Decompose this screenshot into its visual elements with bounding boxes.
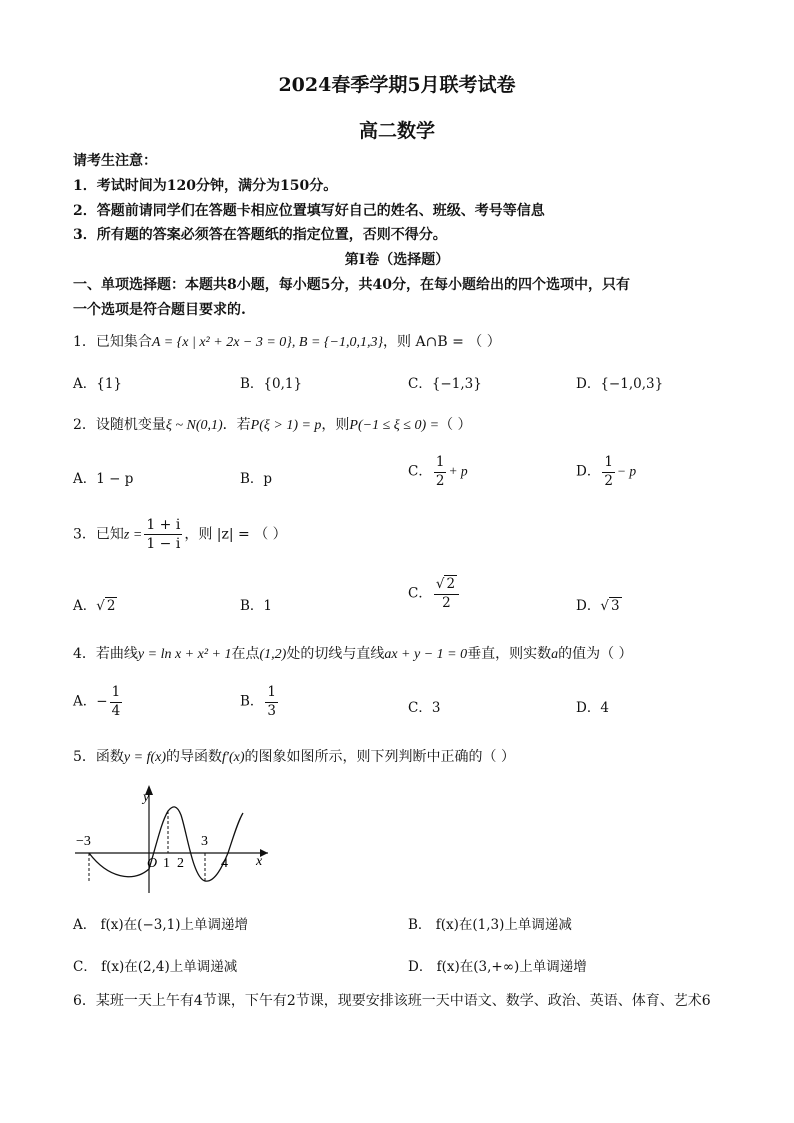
- q4-option-a-fraction: [110, 686, 123, 718]
- q4-option-b-denominator: 3: [267, 702, 277, 719]
- notice-heading: 请考生注意：: [73, 153, 157, 169]
- q4-option-b-label: B．: [240, 693, 264, 710]
- q4-mid-2: 处的切线与直线: [286, 646, 385, 662]
- q4-option-b-numerator: 1: [265, 686, 278, 703]
- q4-formula-3: ax + y − 1 = 0: [384, 647, 468, 662]
- q3-option-b[interactable]: B．1: [240, 598, 273, 614]
- q2-option-d-denominator: 2: [604, 472, 613, 489]
- q2-option-d-label: D．: [576, 463, 601, 480]
- q3-option-d[interactable]: [576, 594, 622, 614]
- q3-option-c[interactable]: [408, 578, 461, 610]
- q5-option-b[interactable]: B． f(x)在(1,3)上单调递减: [408, 917, 572, 933]
- q1-option-c[interactable]: C．{−1,3}: [408, 376, 482, 392]
- notice-item-3: 3．所有题的答案必须答在答题纸的指定位置，否则不得分。: [73, 227, 447, 243]
- q2-mid: ．若: [222, 417, 251, 433]
- notice-item-1: 1．考试时间为120分钟，满分为150分。: [73, 178, 338, 194]
- section-title: 第Ⅰ卷（选择题）: [344, 252, 450, 268]
- q4-formula-2: (1,2): [259, 647, 287, 662]
- q3-prefix: 3．已知: [73, 526, 124, 543]
- q5-option-c[interactable]: C． f(x)在(2,4)上单调递减: [73, 959, 238, 975]
- q2-mid-2: ，则: [321, 417, 350, 433]
- q4-formula-4: a: [551, 647, 559, 662]
- q2-suffix: （ ）: [439, 417, 472, 433]
- exam-subject: 高二数学: [358, 120, 435, 142]
- q1-prefix: 1．已知集合: [73, 334, 152, 350]
- q3-option-c-radicand: 2: [446, 576, 456, 592]
- q5-option-a[interactable]: A． f(x)在(−3,1)上单调递增: [73, 917, 248, 933]
- q1-option-d[interactable]: D．{−1,0,3}: [576, 376, 664, 392]
- question-3-stem: [73, 518, 287, 551]
- q2-option-d-tail: − p: [616, 463, 637, 479]
- question-4-stem: [73, 643, 633, 663]
- q5-mid-1: 的导函数: [166, 749, 223, 765]
- q4-option-a-label: A．−: [73, 693, 108, 710]
- q2-option-a[interactable]: A．1 − p: [73, 471, 134, 487]
- q3-option-c-denominator: 2: [442, 594, 451, 611]
- q4-mid-3: 垂直，则实数: [467, 646, 552, 662]
- q3-fraction: [144, 518, 182, 551]
- q4-option-b[interactable]: [240, 686, 280, 718]
- tick-label-2: 2: [177, 856, 184, 871]
- q4-option-b-fraction: [265, 686, 278, 718]
- q3-z: z =: [123, 527, 143, 543]
- q3-denominator: 1 − i: [146, 536, 181, 552]
- q5-formula-1: y = f(x): [123, 750, 167, 765]
- q2-option-d-numerator: 1: [602, 456, 615, 473]
- q2-formula-3: P(−1 ≤ ξ ≤ 0) =: [349, 418, 440, 433]
- question-5-stem: [73, 746, 515, 766]
- q5-formula-2: f′(x): [222, 750, 245, 765]
- q2-option-d-fraction: [602, 456, 615, 488]
- q2-option-c-fraction: [434, 456, 447, 488]
- q2-option-c-tail: + p: [448, 463, 468, 479]
- q5-prefix: 5．函数: [73, 749, 124, 765]
- sqrt-icon: √ 2: [96, 598, 116, 614]
- q3-option-c-numerator: [434, 578, 459, 595]
- q4-option-a-numerator: 1: [110, 686, 123, 703]
- q5-suffix: 的图象如图所示，则下列判断中正确的（ ）: [244, 749, 515, 765]
- q3-option-d-radicand: 3: [610, 598, 620, 614]
- sqrt-icon: √ 3: [600, 598, 620, 614]
- exam-title: 2024春季学期5月联考试卷: [278, 74, 516, 96]
- x-axis-label: x: [256, 854, 263, 869]
- q3-option-a-label: A．: [73, 598, 97, 614]
- q4-option-d[interactable]: D．4: [576, 700, 609, 716]
- question-6-stem: 6．某班一天上午有4节课，下午有2节课，现要安排该班一天中语文、数学、政治、英语、体育、艺术6: [73, 993, 711, 1009]
- q2-formula-2: P(ξ > 1) = p: [250, 418, 322, 433]
- q1-suffix: ，则 A∩B = （ ）: [383, 334, 501, 350]
- section-instruction-2: 一个选项是符合题目要求的.: [73, 302, 246, 318]
- derivative-graph: [73, 783, 288, 898]
- question-2-stem: [73, 414, 472, 434]
- q2-option-b[interactable]: B．p: [240, 471, 273, 487]
- q2-option-c[interactable]: [408, 456, 468, 488]
- q4-suffix: 的值为（ ）: [558, 646, 633, 662]
- q2-option-c-denominator: 2: [435, 472, 445, 489]
- notice-item-2: 2．答题前请同学们在答题卡相应位置填写好自己的姓名、班级、考号等信息: [73, 203, 545, 219]
- q3-numerator: 1 + i: [146, 517, 181, 533]
- tick-label-1: 1: [163, 856, 170, 871]
- q4-prefix: 4．若曲线: [73, 646, 138, 662]
- section-instruction-1: 一、单项选择题：本题共8小题，每小题5分，共40分，在每小题给出的四个选项中，只有: [73, 277, 630, 293]
- q3-suffix: ，则 |z| = （ ）: [184, 526, 287, 543]
- q2-option-d[interactable]: [576, 456, 636, 488]
- q2-option-c-numerator: 1: [434, 456, 447, 473]
- tick-label-4: 4: [221, 856, 228, 871]
- q3-option-c-label: C．: [408, 585, 432, 602]
- q2-option-c-label: C．: [408, 463, 432, 480]
- q3-option-c-fraction: [434, 578, 459, 610]
- origin-label: O: [147, 856, 158, 871]
- q1-option-b[interactable]: B．{0,1}: [240, 376, 303, 392]
- q2-prefix: 2．设随机变量: [73, 417, 166, 433]
- q5-option-d[interactable]: D． f(x)在(3,+∞)上单调递增: [408, 959, 587, 975]
- q1-option-a[interactable]: A．{1}: [73, 376, 123, 392]
- q4-option-c[interactable]: C．3: [408, 700, 441, 716]
- tick-label-3: 3: [201, 834, 208, 849]
- q1-formula: A = {x | x² + 2x − 3 = 0}, B = {−1,0,1,3}: [151, 335, 384, 350]
- q3-option-a-radicand: 2: [106, 598, 116, 614]
- tick-label-neg3: −3: [76, 834, 91, 849]
- y-axis-label: y: [143, 790, 150, 805]
- q2-formula-1: ξ ~ N(0,1): [165, 418, 223, 433]
- sqrt-icon: √ 2: [435, 576, 456, 592]
- q4-option-a-denominator: 4: [111, 702, 121, 719]
- q4-option-a[interactable]: [73, 686, 124, 718]
- question-1-stem: [73, 331, 501, 351]
- q3-option-a[interactable]: [73, 594, 117, 614]
- q3-option-d-label: D．: [576, 598, 601, 614]
- q4-mid-1: 在点: [231, 646, 260, 662]
- q4-formula-1: y = ln x + x² + 1: [137, 647, 232, 662]
